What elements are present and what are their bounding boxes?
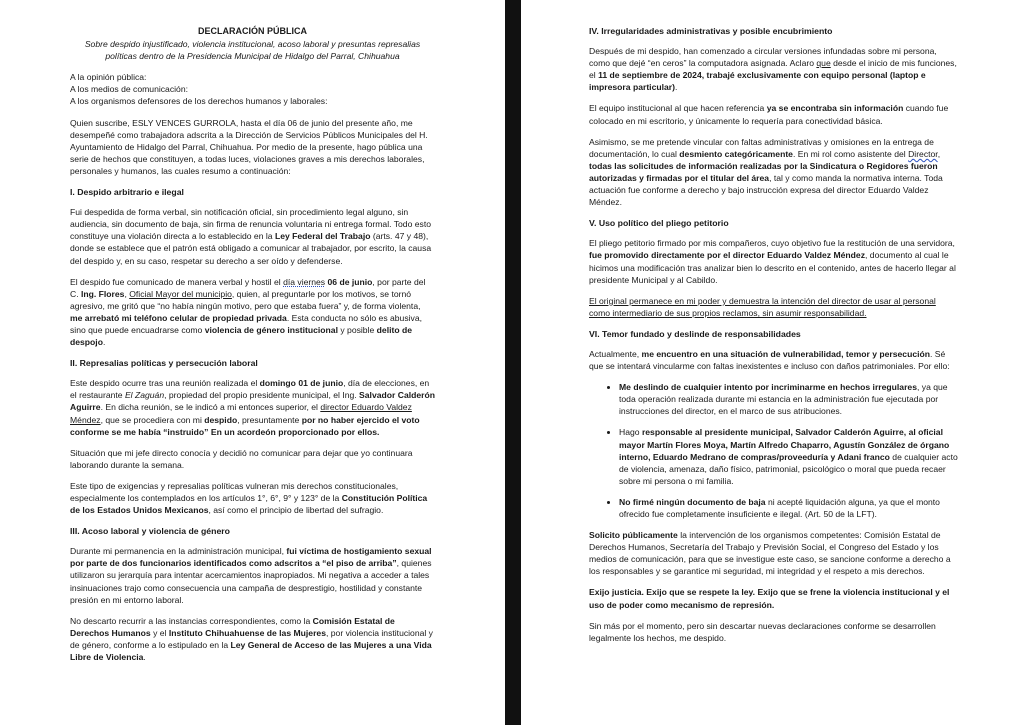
- paragraph: Situación que mi jefe directo conocía y decidió no comunicar para dejar que yo continuara laborando durante la semana.: [70, 447, 413, 470]
- paragraph: Durante mi permanencia en la administración municipal, fui víctima de hostigamiento sexual por parte de dos funcionarios identificados como adscritos a “el piso de arriba”, quienes utilizaron su jerarquía para intentar acercamientos inapropiados. Mi negativa a acceder a tales insinuaciones trajo como consecuencia una campaña de desprestigio, hostilidad y constante presión en mi entorno laboral.: [70, 546, 432, 605]
- document-subtitle: Sobre despido injustificado, violencia institucional, acoso laboral y presuntas represalias políticas dentro de la Presidencia Municipal de Hidalgo del Parral, Chihuahua: [84, 39, 421, 62]
- document-title: DECLARACIÓN PÚBLICA: [198, 26, 307, 36]
- paragraph: Fui despedida de forma verbal, sin notificación oficial, sin procedimiento legal alguno, sin audiencia, sin documento de baja, sin firma de renuncia voluntaria ni entrega formal. Todo esto constituye una violación directa a lo establecido en la Ley Federal del Trabajo (arts. 47 y 48), donde se establece que el patrón está obligado a comunicar al trabajador, por escrito, la causa del despido y, en su caso, respetar su derecho a ser oído y defenderse.: [70, 207, 432, 266]
- intro-paragraph: Quien suscribe, ESLY VENCES GURROLA, hasta el día 06 de junio del presente año, me desempeñé como trabajadora adscrita a la Dirección de Servicios Públicos Municipales del H. Ayuntamiento de Hidalgo del Parral, Chihuahua. Por medio de la presente, hago pública una serie de hechos que constituyen, a todas luces, violaciones graves a mis derechos laborales, personales y humanos, las cuales resumo a continuación:: [70, 117, 428, 176]
- list-item: • Me deslindo de cualquier intento por incriminarme en hechos irregulares, ya que toda operación realizada durante mi estancia en la administración fue ejecutada por instrucciones del director, en el marco de sus atribuciones.: [619, 381, 958, 417]
- paragraph: Este tipo de exigencias y represalias políticas vulneran mis derechos constitucionales, especialmente los contemplados en los artículos 1°, 6°, 9° y 123° de la Constitución Política de los Estados Unidos Mexicanos, así como el principio de libertad del sufragio.: [70, 480, 428, 516]
- paragraph: Después de mi despido, han comenzado a circular versiones infundadas sobre mi persona, como que dejé “en ceros” la computadora asignada. Aclaro que desde el inicio de mis funciones, el 11 de septiembre de 2024, trabajé exclusivamente con equipo personal (laptop e impresora particular).: [589, 46, 957, 93]
- section-heading-5: V. Uso político del pliego petitorio: [589, 218, 729, 229]
- section-heading-2: II. Represalias políticas y persecución laboral: [70, 358, 258, 369]
- paragraph: Sin más por el momento, pero sin descartar nuevas declaraciones conforme se desarrollen legalmente los hechos, me despido.: [589, 620, 936, 643]
- paragraph: El despido fue comunicado de manera verbal y hostil el día viernes 06 de junio, por parte del C. Ing. Flores, Oficial Mayor del municipio, quien, al preguntarle por los motivos, se tornó agresivo, me gritó que “no había ningún motivo, pero que estaba fuera” y, de forma violenta, me arrebató mi teléfono celular de propiedad privada. Esta conducta no sólo es abusiva, sino que puede encuadrarse como violencia de género institucional y posible delito de despojo.: [70, 276, 426, 348]
- page-divider: [505, 0, 521, 725]
- addressee: A la opinión pública:: [70, 72, 147, 83]
- addressee: A los organismos defensores de los derechos humanos y laborales:: [70, 96, 328, 107]
- paragraph: Solicito públicamente la intervención de los organismos competentes: Comisión Estatal de Derechos Humanos, Secretaría del Trabajo y Previsión Social, el Congreso del Estado y los medios de comunicación, para que se investigue este caso, se sancione conforme a derecho a los responsables y se garantice mi seguridad, mi integridad y el respeto a mis derechos.: [589, 530, 951, 577]
- paragraph: No descarto recurrir a las instancias correspondientes, como la Comisión Estatal de Derechos Humanos y el Instituto Chihuahuense de las Mujeres, por violencia institucional y de género, conforme a lo estipulado en la Ley General de Acceso de las Mujeres a una Vida Libre de Violencia.: [70, 615, 433, 663]
- section-heading-3: III. Acoso laboral y violencia de género: [70, 526, 230, 537]
- list-item: • Hago responsable al presidente municipal, Salvador Calderón Aguirre, al oficial mayor Martín Flores Moya, Martín Alfredo Chaparro, Agustín González de órgano interno, Eduardo Medrano de compras/proveeduría y Adani franco de cualquier acto de violencia, amenaza, daño físico, patrimonial, psicológico o moral que pueda recaer sobre mi persona o mi familia.: [619, 426, 958, 486]
- list-item: • No firmé ningún documento de baja ni acepté liquidación alguna, ya que el monto ofrecido fue completamente insuficiente e ilegal. (Art. 50 de la LFT).: [619, 496, 958, 520]
- section-heading-6: VI. Temor fundado y deslinde de responsabilidades: [589, 328, 801, 339]
- paragraph: Exijo justicia. Exijo que se respete la ley. Exijo que se frene la violencia institucional y el uso de poder como mecanismo de represión.: [589, 587, 950, 610]
- paragraph: Asimismo, se me pretende vincular con faltas administrativas y omisiones en la entrega de documentación, lo cual desmiento categóricamente. En mi rol como asistente del Director, todas las solicitudes de información realizadas por la Sindicatura o Regidores fueron autorizadas y firmadas por el titular del área, tal y como manda la normativa interna. Toda actuación fue conforme a derecho y bajo instrucción expresa del director Eduardo Valdez Méndez.: [589, 136, 943, 208]
- section-heading-4: IV. Irregularidades administrativas y posible encubrimiento: [589, 26, 833, 36]
- bullet-list: [589, 381, 958, 520]
- section-heading-1: I. Despido arbitrario e ilegal: [70, 187, 184, 198]
- document-page-right: [521, 0, 1024, 725]
- addressee: A los medios de comunicación:: [70, 84, 188, 95]
- paragraph: El original permanece en mi poder y demuestra la intención del director de usar al personal como intermediario de sus propios reclamos, sin asumir responsabilidad.: [589, 295, 936, 318]
- document-page-left: [0, 0, 505, 725]
- addressees: [70, 71, 435, 107]
- paragraph: Este despido ocurre tras una reunión realizada el domingo 01 de junio, día de elecciones, en el restaurante El Zaguán, propiedad del propio presidente municipal, el Ing. Salvador Calderón Aguirre. En dicha reunión, se le indicó a mi entonces superior, el director Eduardo Valdez Méndez, que se procediera con mi despido, presuntamente por no haber ejercido el voto conforme se me había “instruido” En un acordeón proporcionado por ellos.: [70, 378, 435, 437]
- paragraph: El equipo institucional al que hacen referencia ya se encontraba sin información cuando fue colocado en mi escritorio, y únicamente lo requería para conectividad básica.: [589, 103, 949, 126]
- paragraph: El pliego petitorio firmado por mis compañeros, cuyo objetivo fue la restitución de una servidora, fue promovido directamente por el director Eduardo Valdez Méndez, documento al cual le hicimos una modificación tras analizar bien lo descrito en el contenido, antes de hacerlo llegar al presidente Municipal y al Cabildo.: [589, 238, 956, 285]
- paragraph: Actualmente, me encuentro en una situación de vulnerabilidad, temor y persecución. Sé que se intentará vincularme con faltas inexistentes e incluso con daños patrimoniales. Por ello:: [589, 348, 950, 372]
